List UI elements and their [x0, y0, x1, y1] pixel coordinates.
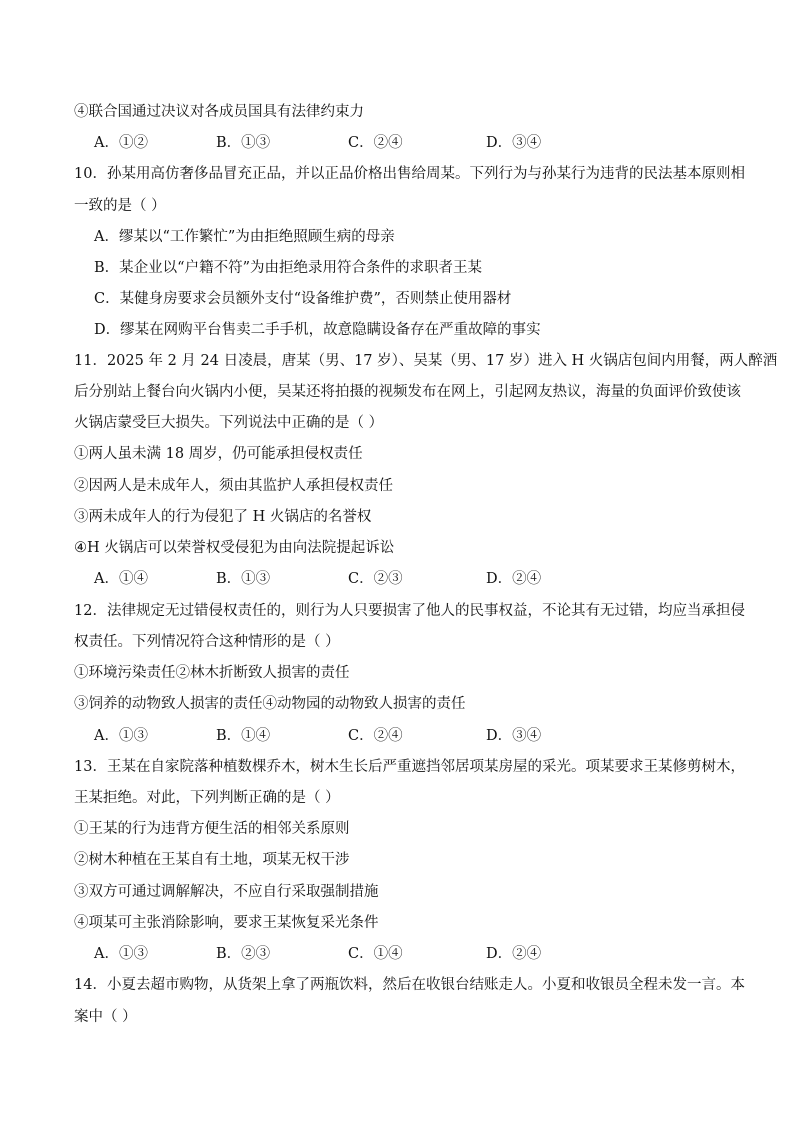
q13-item-3: ③双方可通过调解解决，不应自行采取强制措施: [74, 884, 379, 900]
q11-stem-line-2: 后分别站上餐台向火锅内小便，吴某还将拍摄的视频发布在网上，引起网友热议，海量的负面评价致使该: [74, 384, 741, 400]
q9-item-4: ④联合国通过决议对各成员国具有法律约束力: [74, 104, 364, 120]
q11-option-d: D．②④: [486, 571, 542, 587]
q10-choice-b: B．某企业以“户籍不符”为由拒绝录用符合条件的求职者王某: [94, 260, 482, 276]
q9-option-d: D．③④: [486, 135, 542, 151]
q10-choice-a: A．缪某以“工作繁忙”为由拒绝照顾生病的母亲: [94, 229, 395, 245]
q11-item-3: ③两未成年人的行为侵犯了 H 火锅店的名誉权: [74, 509, 372, 525]
q13-stem-line-2: 王某拒绝。对此，下列判断正确的是（ ）: [74, 790, 340, 806]
q10-choice-c: C．某健身房要求会员额外支付“设备维护费”，否则禁止使用器材: [94, 291, 512, 307]
q10-stem-line-2: 一致的是（ ）: [74, 198, 166, 214]
q11-item-2: ②因两人是未成年人，须由其监护人承担侵权责任: [74, 478, 393, 494]
q13-option-c: C．①④: [348, 946, 403, 962]
q12-item-line-2: ③饲养的动物致人损害的责任④动物园的动物致人损害的责任: [74, 696, 466, 712]
q9-option-c: C．②④: [348, 135, 403, 151]
q14-stem-line-1: 14．小夏去超市购物，从货架上拿了两瓶饮料，然后在收银台结账走人。小夏和收银员全程未发一言。本: [74, 977, 745, 993]
q13-stem-line-1: 13．王某在自家院落种植数棵乔木，树木生长后严重遮挡邻居项某房屋的采光。项某要求王某修剪树木，: [74, 759, 745, 775]
q13-option-a: A．①③: [94, 946, 148, 962]
q10-choice-d: D．缪某在网购平台售卖二手手机，故意隐瞒设备存在严重故障的事实: [94, 322, 541, 338]
q12-option-b: B．①④: [216, 728, 271, 744]
q12-option-c: C．②④: [348, 728, 403, 744]
q12-item-line-1: ①环境污染责任②林木折断致人损害的责任: [74, 665, 350, 681]
q13-item-1: ①王某的行为违背方便生活的相邻关系原则: [74, 821, 350, 837]
q12-stem-line-2: 权责任。下列情况符合这种情形的是（ ）: [74, 634, 340, 650]
q14-stem-line-2: 案中（ ）: [74, 1009, 137, 1025]
q11-option-c: C．②③: [348, 571, 403, 587]
q12-option-a: A．①③: [94, 728, 148, 744]
q13-option-b: B．②③: [216, 946, 271, 962]
q11-option-b: B．①③: [216, 571, 271, 587]
q13-option-d: D．②④: [486, 946, 542, 962]
q12-option-d: D．③④: [486, 728, 542, 744]
q11-stem-line-1: 11．2025 年 2 月 24 日凌晨，唐某（男、17 岁）、吴某（男、17 岁）进入 H 火锅店包间内用餐，两人醉酒: [74, 353, 778, 369]
q11-item-1: ①两人虽未满 18 周岁，仍可能承担侵权责任: [74, 446, 363, 462]
q9-option-a: A．①②: [94, 135, 148, 151]
q10-stem-line-1: 10．孙某用高仿奢侈品冒充正品，并以正品价格出售给周某。下列行为与孙某行为违背的民法基本原则相: [74, 166, 745, 182]
q11-item-4: ④H 火锅店可以荣誉权受侵犯为由向法院提起诉讼: [74, 540, 395, 556]
q12-stem-line-1: 12．法律规定无过错侵权责任的，则行为人只要损害了他人的民事权益，不论其有无过错，均应当承担侵: [74, 603, 745, 619]
q11-stem-line-3: 火锅店蒙受巨大损失。下列说法中正确的是（ ）: [74, 415, 384, 431]
q11-option-a: A．①④: [94, 571, 148, 587]
q13-item-2: ②树木种植在王某自有土地，项某无权干涉: [74, 852, 350, 868]
q13-item-4: ④项某可主张消除影响，要求王某恢复采光条件: [74, 915, 379, 931]
q9-option-b: B．①③: [216, 135, 271, 151]
